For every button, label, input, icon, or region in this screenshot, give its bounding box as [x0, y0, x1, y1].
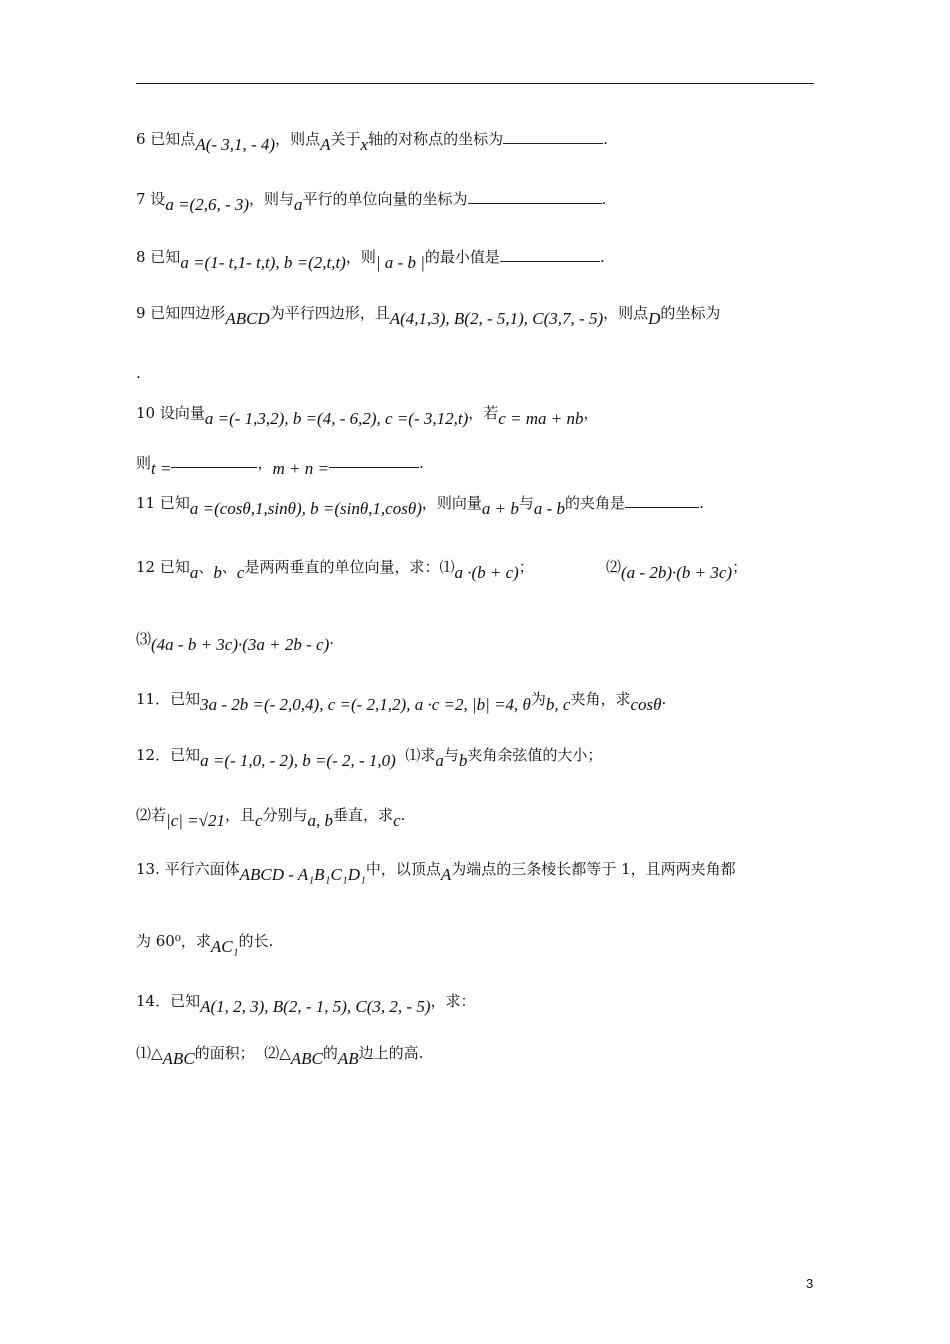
question-14-line2	[136, 1042, 424, 1068]
question-9-end	[136, 362, 141, 384]
answer-blank[interactable]	[500, 247, 600, 262]
question-12b	[136, 744, 603, 770]
q10-text: 10 设向量	[136, 404, 205, 422]
q12a-text: 12 已知	[136, 558, 190, 576]
q13-text: 13. 平行六面体	[136, 860, 240, 878]
q12a-text: .	[329, 630, 335, 648]
question-9	[136, 302, 721, 328]
q8-text: 8 已知	[136, 248, 181, 266]
q14-math: AB	[337, 1049, 359, 1068]
q7-text: 平行的单位向量的坐标为	[302, 190, 468, 208]
q10-math: t =	[151, 459, 172, 478]
q12b-text: 12．已知	[136, 746, 201, 764]
q12b-text: .	[400, 806, 406, 824]
q7-math: a =(2,6, - 3)	[165, 195, 250, 214]
q10-text: .	[418, 454, 424, 472]
q12b-text: 夹角余弦值的大小；	[467, 746, 603, 764]
question-10-line2	[136, 452, 424, 478]
q12b-math: a, b	[307, 811, 334, 830]
q14-text: 的面积；	[194, 1044, 255, 1062]
q10-math: m + n =	[272, 459, 329, 478]
q14-math: ABC	[162, 1049, 195, 1068]
question-10	[136, 402, 599, 428]
q11b-text: 11．已知	[136, 690, 201, 708]
q14-text: ⑴△	[136, 1044, 163, 1062]
q9-text: ，则点	[603, 304, 649, 322]
q12b-text: 垂直，求	[333, 806, 394, 824]
q10-text: 则	[136, 454, 152, 472]
q12b-math: a	[435, 751, 444, 770]
q11a-math: a - b	[533, 499, 566, 518]
q8-text: .	[599, 248, 605, 266]
q12a-text: ；	[518, 558, 534, 576]
q7-text: ，则与	[249, 190, 295, 208]
q7-text: 7 设	[136, 190, 166, 208]
q7-text: .	[601, 190, 607, 208]
question-12b-part2	[136, 804, 406, 830]
q14-math: ABC	[290, 1049, 323, 1068]
q12b-text: 分别与	[262, 806, 308, 824]
question-12a-part3	[136, 628, 335, 654]
q12b-text: 与	[443, 746, 459, 764]
q12b-math: a =(- 1,0, - 2), b =(- 2, - 1,0)	[200, 751, 396, 770]
q12a-text: ⑶	[136, 630, 152, 648]
q12a-math: c	[236, 563, 245, 582]
q13-text: 为 60⁰，求	[136, 932, 211, 950]
q12b-math: |c| =√21	[166, 811, 225, 830]
q14-math: A(1, 2, 3), B(2, - 1, 5), C(3, 2, - 5)	[200, 997, 431, 1016]
question-11a	[136, 492, 704, 518]
q14-text: 14．已知	[136, 992, 201, 1010]
q7-math: a	[294, 195, 303, 214]
q11b-math: b, c	[545, 695, 571, 714]
q9-math: A(4,1,3), B(2, - 5,1), C(3,7, - 5)	[389, 309, 604, 328]
q14-text: 边上的高.	[358, 1044, 424, 1062]
q10-text: ，若	[468, 404, 499, 422]
q12a-math: b	[213, 563, 222, 582]
q9-math: ABCD	[225, 309, 270, 328]
question-13	[136, 858, 736, 884]
q9-text: .	[136, 364, 141, 382]
question-13-line2	[136, 930, 274, 956]
q12a-math: a ·(b + c)	[454, 563, 519, 582]
q6-text: 关于	[330, 130, 361, 148]
q11a-text: .	[699, 494, 704, 512]
q11b-text: 夹角，求	[570, 690, 631, 708]
answer-blank[interactable]	[625, 493, 699, 508]
q11b-text: .	[661, 690, 667, 708]
q14-text: ⑵△	[264, 1044, 291, 1062]
q6-text: .	[603, 130, 608, 148]
q12a-math: (4a - b + 3c)·(3a + 2b - c)	[151, 635, 330, 654]
q11b-math: cosθ	[630, 695, 662, 714]
q11a-math: a + b	[481, 499, 519, 518]
question-8	[136, 246, 605, 272]
question-12a	[136, 556, 534, 582]
answer-blank[interactable]	[171, 453, 257, 468]
answer-blank[interactable]	[329, 453, 419, 468]
q8-math: | a - b |	[375, 253, 425, 272]
q12b-math: c	[393, 811, 401, 830]
q6-math: A	[320, 135, 331, 154]
question-7	[136, 188, 607, 214]
q10-math: a =(- 1,3,2), b =(4, - 6,2), c =(- 3,12,t)	[204, 409, 469, 428]
q9-math: D	[648, 309, 661, 328]
q11a-text: 与	[518, 494, 534, 512]
q11a-math: a =(cosθ,1,sinθ), b =(sinθ,1,cosθ)	[189, 499, 422, 518]
q12a-text: ；	[732, 558, 748, 576]
question-14	[136, 990, 476, 1016]
q8-math: a =(1- t,1- t,t), b =(2,t,t)	[180, 253, 346, 272]
q12a-math: (a - 2b)·(b + 3c)	[621, 563, 733, 582]
q9-text: 9 已知四边形	[136, 304, 226, 322]
page-number: 3	[806, 1276, 814, 1291]
answer-blank[interactable]	[503, 129, 603, 144]
q12a-text: ⑵	[606, 558, 622, 576]
q14-text: 的	[322, 1044, 338, 1062]
q11a-text: 11 已知	[136, 494, 190, 512]
q12a-text: 是两两垂直的单位向量，求：⑴	[244, 558, 455, 576]
header-rule	[136, 83, 814, 84]
q9-text: 为平行四边形，且	[269, 304, 390, 322]
question-6	[136, 128, 608, 154]
q6-text: ，则点	[275, 130, 321, 148]
q13-math: A	[440, 865, 452, 884]
q11a-text: ，则向量	[421, 494, 482, 512]
q8-text: ，则	[345, 248, 376, 266]
q12a-text: 、	[221, 558, 237, 576]
answer-blank[interactable]	[468, 189, 602, 204]
q12b-text: ⑵若	[136, 806, 167, 824]
q6-math-point: A(- 3,1, - 4)	[195, 135, 276, 154]
q14-text: ，求：	[430, 992, 476, 1010]
q11a-text: 的夹角是	[565, 494, 626, 512]
q10-text: ，	[583, 404, 599, 422]
q12b-math: b	[458, 751, 468, 770]
q9-text: 的坐标为	[660, 304, 721, 322]
q6-text: 轴的对称点的坐标为	[368, 130, 504, 148]
q6-math: x	[360, 135, 369, 154]
q11b-text: 为	[530, 690, 546, 708]
q13-text: 中，以顶点	[365, 860, 441, 878]
q12a-math: a	[189, 563, 199, 582]
q8-text: 的最小值是	[424, 248, 500, 266]
question-12a-part2	[606, 556, 748, 582]
q13-text: 的长.	[238, 932, 274, 950]
q13-math: AC₁	[210, 937, 239, 956]
q11b-math: 3a - 2b =(- 2,0,4), c =(- 2,1,2), a ·c =2, |b| =4, θ	[200, 695, 531, 714]
q12b-text: ⑴求	[405, 746, 436, 764]
q10-text: ，	[257, 454, 273, 472]
q10-math: c = ma + nb	[498, 409, 584, 428]
q13-text: 为端点的三条棱长都等于 1，且两两夹角都	[451, 860, 736, 878]
q12b-math: c	[254, 811, 263, 830]
q12b-text: ，且	[224, 806, 255, 824]
q13-math: ABCD - A₁B₁C₁D₁	[239, 865, 366, 884]
q6-text: 6 已知点	[136, 130, 196, 148]
question-11b	[136, 688, 667, 714]
q12a-text: 、	[198, 558, 214, 576]
